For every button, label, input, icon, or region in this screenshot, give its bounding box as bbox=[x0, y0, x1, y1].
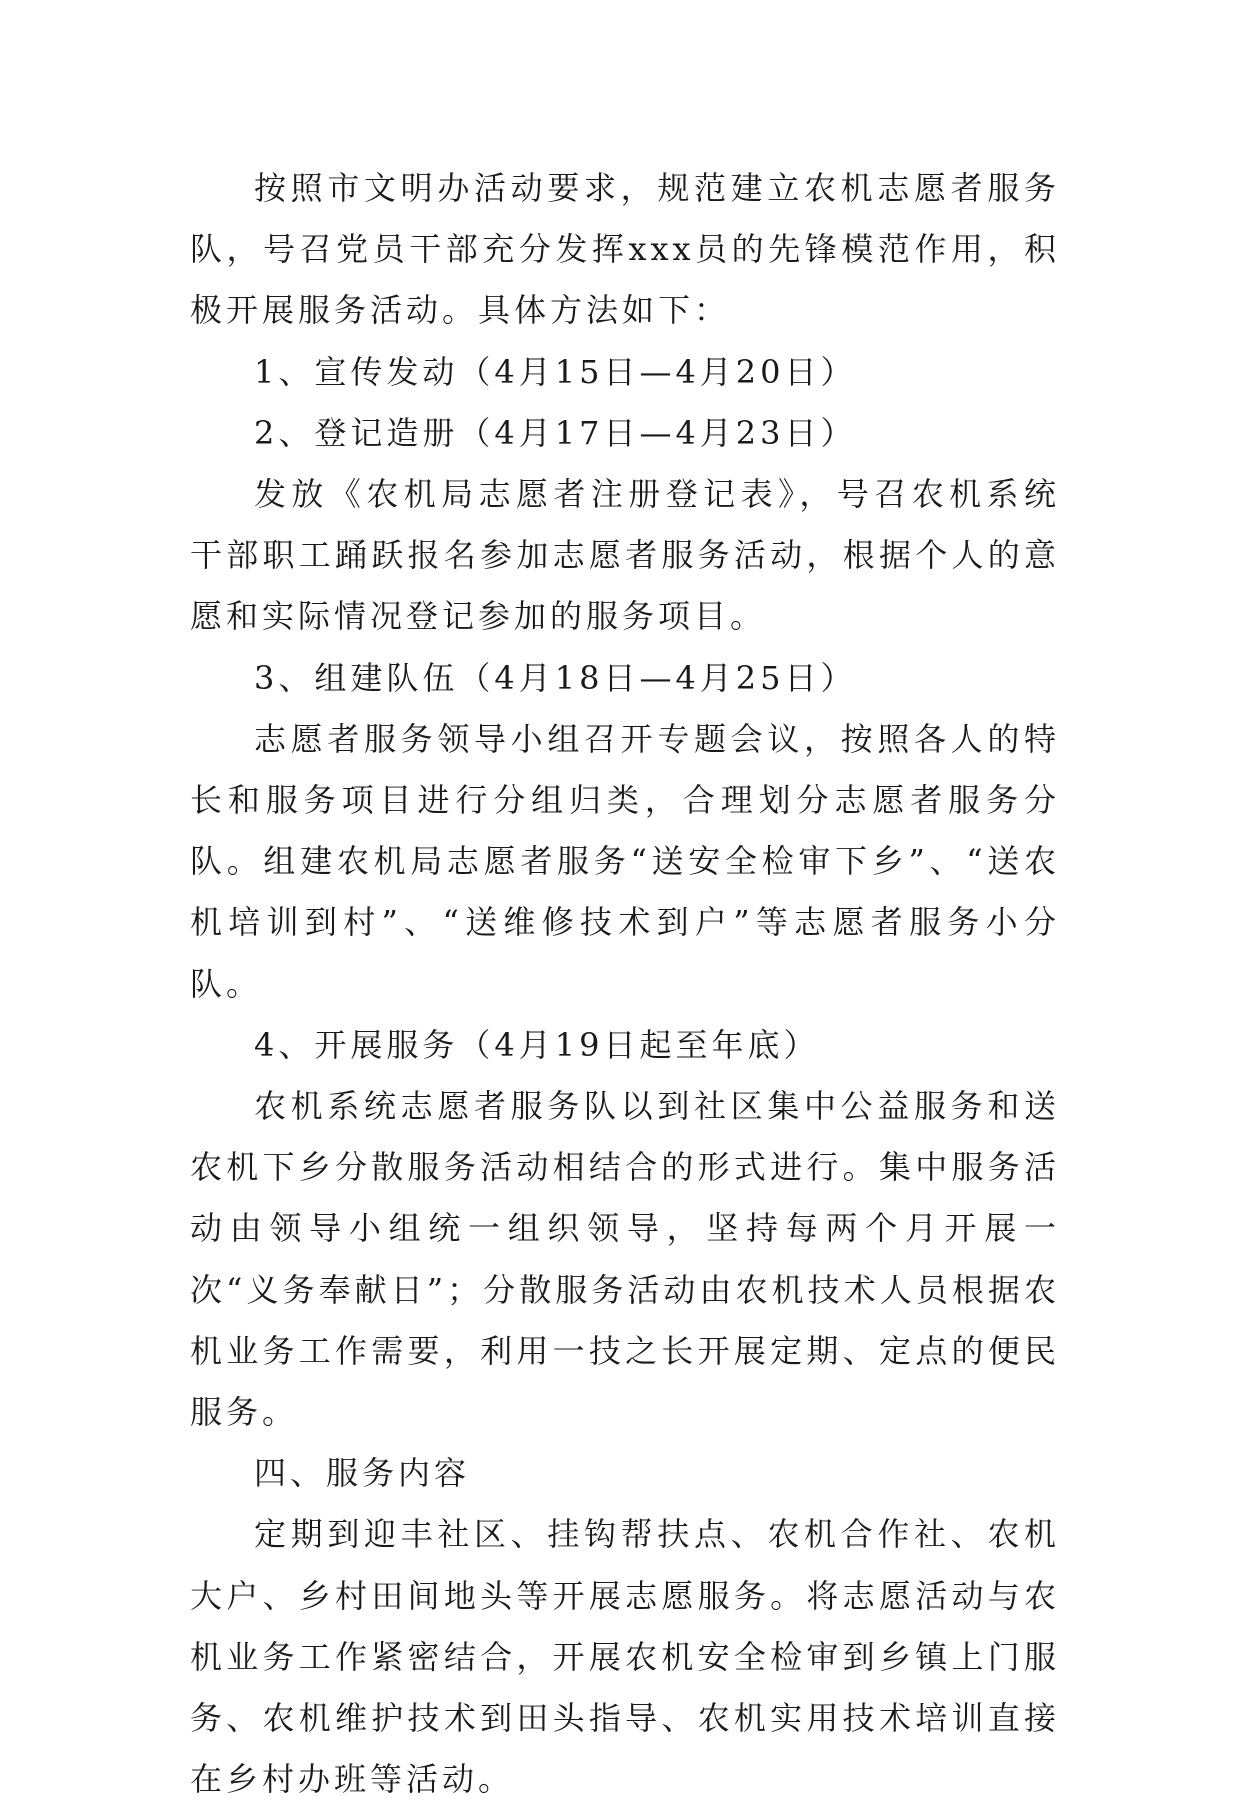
paragraph-step-3-detail: 志愿者服务领导小组召开专题会议，按照各人的特长和服务项目进行分组归类，合理划分志愿者服务分队。组建农机局志愿者服务“送安全检审下乡”、“送农机培训到村”、“送维修技术到户”等志愿者服务小分队。 bbox=[190, 719, 1060, 1003]
paragraph-step-4-detail: 农机系统志愿者服务队以到社区集中公益服务和送农机下乡分散服务活动相结合的形式进行。集中服务活动由领导小组统一组织领导，坚持每两个月开展一次“义务奉献日”；分散服务活动由农机技术人员根据农机业务工作需要，利用一技之长开展定期、定点的便民服务。 bbox=[190, 1087, 1060, 1432]
paragraph-intro: 按照市文明办活动要求，规范建立农机志愿者服务队，号召党员干部充分发挥xxx员的先锋模范作用，积极开展服务活动。具体方法如下： bbox=[190, 169, 1060, 330]
section-heading-service-content: 四、服务内容 bbox=[254, 1454, 471, 1493]
paragraph-step-2: 2、登记造册（4月17日—4月23日） bbox=[254, 413, 857, 452]
paragraph-service-content: 定期到迎丰社区、挂钩帮扶点、农机合作社、农机大户、乡村田间地头等开展志愿服务。将志愿活动与农机业务工作紧密结合，开展农机安全检审到乡镇上门服务、农机维护技术到田头指导、农机实用技术培训直接在乡村办班等活动。 bbox=[190, 1515, 1060, 1799]
paragraph-step-2-detail: 发放《农机局志愿者注册登记表》，号召农机系统干部职工踊跃报名参加志愿者服务活动，根据个人的意愿和实际情况登记参加的服务项目。 bbox=[190, 475, 1060, 636]
paragraph-step-1: 1、宣传发动（4月15日—4月20日） bbox=[254, 352, 857, 391]
paragraph-step-3: 3、组建队伍（4月18日—4月25日） bbox=[254, 658, 857, 697]
document-body bbox=[190, 158, 1060, 1810]
paragraph-step-4: 4、开展服务（4月19日起至年底） bbox=[254, 1025, 820, 1064]
